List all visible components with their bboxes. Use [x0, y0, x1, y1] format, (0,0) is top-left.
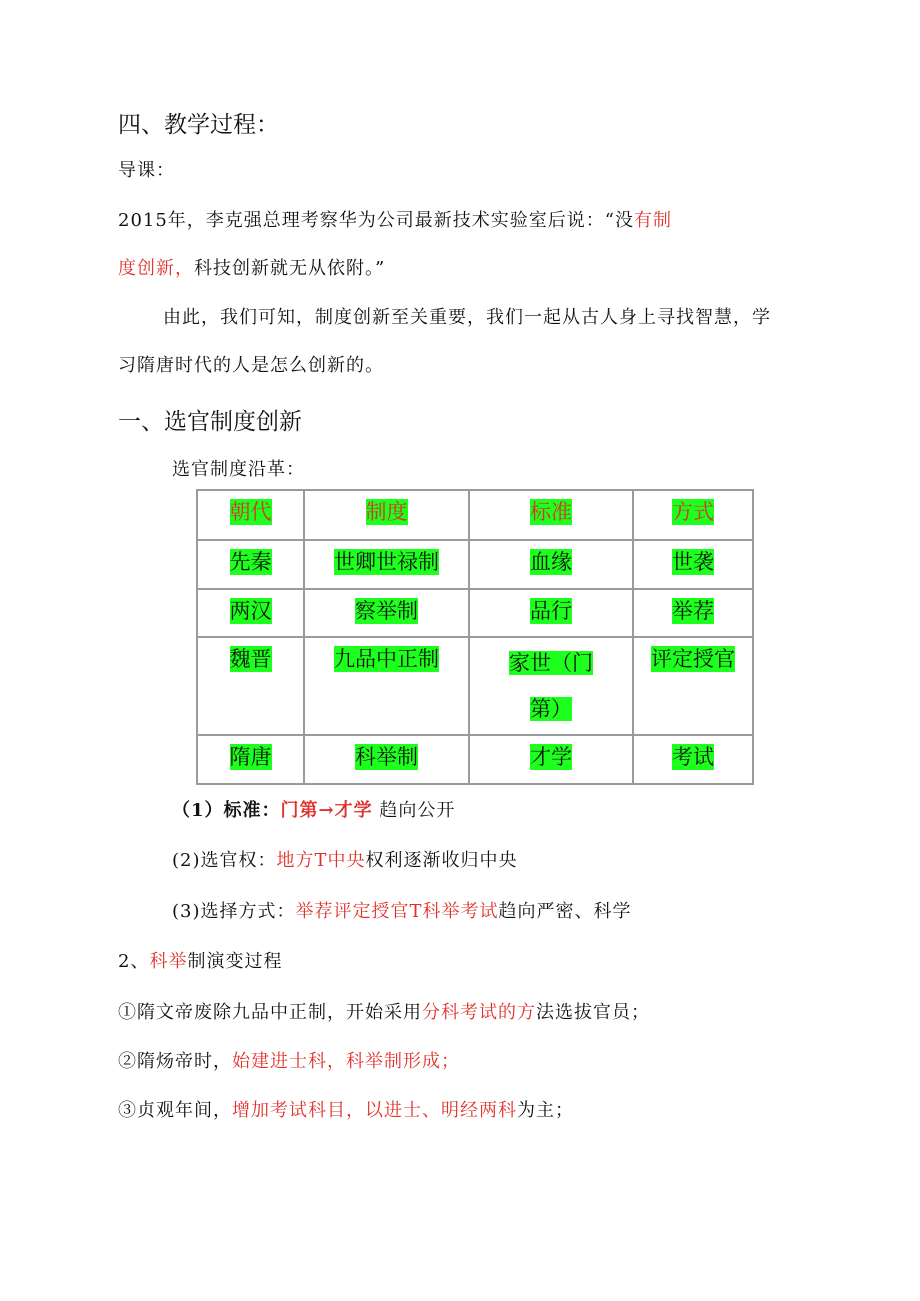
point-selection-method-highlight: 举荐评定授官T科举考试	[295, 901, 499, 922]
section-2-title: 2、科举制演变过程	[118, 951, 283, 972]
table-cell: 世袭	[633, 540, 753, 589]
table-cell: 品行	[469, 589, 633, 637]
table-cell: 举荐	[633, 589, 753, 637]
table-header-cell: 标准	[469, 490, 633, 540]
quote-line-1-highlight: 有制	[634, 210, 673, 231]
evolution-step-2: ②隋炀帝时，始建进士科，科举制形成；	[118, 1051, 460, 1072]
table-row	[197, 540, 753, 589]
quote-line-1	[118, 206, 672, 232]
official-selection-table	[196, 489, 754, 785]
point-standard-trend: 趋向公开	[372, 800, 456, 821]
table-row	[197, 735, 753, 784]
table-cell: 家世（门第）	[469, 637, 633, 735]
table-cell: 血缘	[469, 540, 633, 589]
table-header-row	[197, 490, 753, 540]
quote-line-1-text: 2015年，李克强总理考察华为公司最新技术实验室后说：“没	[118, 210, 635, 231]
quote-line-2-highlight: 度创新，	[118, 258, 194, 279]
point-selection-method-trend: 趋向严密、科学	[498, 901, 632, 922]
table-cell: 世卿世禄制	[304, 540, 469, 589]
evolution-step-3: ③贞观年间，增加考试科目，以进士、明经两科为主；	[118, 1100, 574, 1121]
point-selection-power-label: (2)选官权：	[172, 850, 277, 871]
heading-teaching-process: 四、教学过程：	[118, 112, 279, 138]
table-cell: 魏晋	[197, 637, 304, 735]
table-caption: 选官制度沿革：	[172, 459, 305, 480]
intro-label: 导课：	[118, 160, 175, 181]
table-header-cell: 制度	[304, 490, 469, 540]
table-header-cell: 方式	[633, 490, 753, 540]
point-standard	[172, 796, 455, 822]
table-cell: 科举制	[304, 735, 469, 784]
table-cell: 隋唐	[197, 735, 304, 784]
section-1-title: 一、选官制度创新	[118, 409, 302, 435]
point-selection-power	[172, 846, 518, 872]
table-cell: 考试	[633, 735, 753, 784]
point-selection-power-trend: 权利逐渐收归中央	[365, 850, 518, 871]
point-selection-power-highlight: 地方T中央	[276, 850, 366, 871]
table-row	[197, 637, 753, 735]
point-selection-method	[172, 897, 632, 923]
table-cell: 察举制	[304, 589, 469, 637]
paragraph-line-2: 习隋唐时代的人是怎么创新的。	[118, 355, 384, 376]
paragraph-line-1: 由此，我们可知，制度创新至关重要，我们一起从古人身上寻找智慧，学	[163, 307, 771, 328]
quote-line-2	[118, 254, 385, 280]
table-cell: 先秦	[197, 540, 304, 589]
table-row	[197, 589, 753, 637]
table-cell: 才学	[469, 735, 633, 784]
table-cell: 九品中正制	[304, 637, 469, 735]
point-standard-label: （1）标准：	[172, 800, 281, 821]
evolution-step-1: ①隋文帝废除九品中正制，开始采用分科考试的方法选拔官员；	[118, 1002, 650, 1023]
table-cell: 两汉	[197, 589, 304, 637]
table-cell: 评定授官	[633, 637, 753, 735]
point-selection-method-label: (3)选择方式：	[172, 901, 296, 922]
table-header-cell: 朝代	[197, 490, 304, 540]
quote-line-2-text: 科技创新就无从依附。”	[194, 258, 386, 279]
point-standard-highlight: 门第→才学	[280, 800, 373, 821]
